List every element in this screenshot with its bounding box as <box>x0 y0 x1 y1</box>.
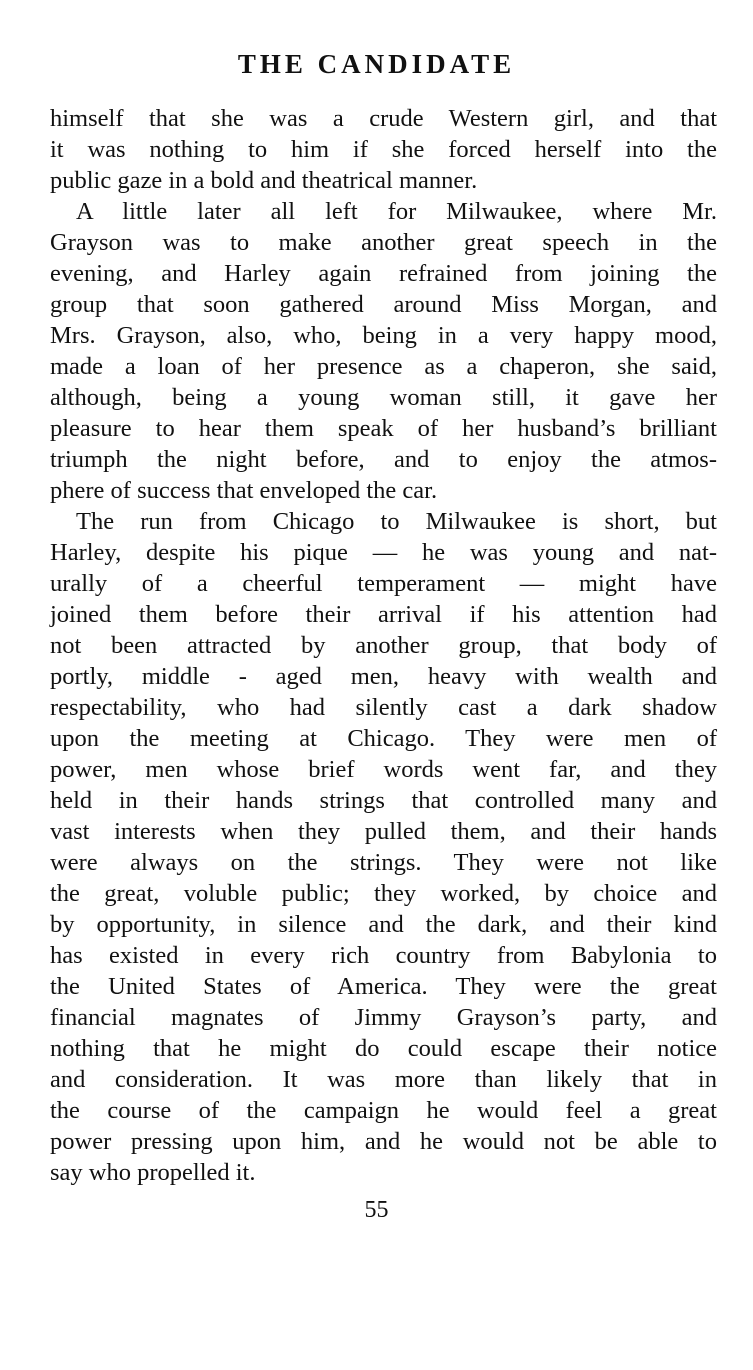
text-line: not been attracted by another group, that body of <box>50 632 717 659</box>
text-line: The run from Chicago to Milwaukee is short, but <box>76 508 717 535</box>
text-line: nothing that he might do could escape their notice <box>50 1035 717 1062</box>
text-line: the course of the campaign he would feel a great <box>50 1097 717 1124</box>
text-line: respectability, who had silently cast a dark shadow <box>50 694 717 721</box>
page-number: 55 <box>364 1197 389 1223</box>
text-line: himself that she was a crude Western girl, and that <box>50 105 717 132</box>
text-line: portly, middle - aged men, heavy with wealth and <box>50 663 717 690</box>
text-line: A little later all left for Milwaukee, where Mr. <box>76 198 717 225</box>
text-line: financial magnates of Jimmy Grayson’s party, and <box>50 1004 717 1031</box>
paragraph <box>50 103 717 196</box>
text-line: by opportunity, in silence and the dark, and their kind <box>50 911 717 938</box>
running-head: THE CANDIDATE <box>237 49 516 79</box>
text-line: power pressing upon him, and he would not be able to <box>50 1128 717 1155</box>
text-line: urally of a cheerful temperament — might have <box>50 570 717 597</box>
text-line: upon the meeting at Chicago. They were men of <box>50 725 717 752</box>
body-text <box>50 103 717 1188</box>
paragraph <box>50 196 717 506</box>
text-line: were always on the strings. They were not like <box>50 849 717 876</box>
text-line: made a loan of her presence as a chaperon, she said, <box>50 353 717 380</box>
text-line: although, being a young woman still, it gave her <box>50 384 717 411</box>
text-line: the great, voluble public; they worked, by choice and <box>50 880 717 907</box>
text-line: and consideration. It was more than likely that in <box>50 1066 717 1093</box>
text-line: public gaze in a bold and theatrical manner. <box>50 167 478 194</box>
text-line: Harley, despite his pique — he was young and nat- <box>50 539 717 566</box>
text-line: it was nothing to him if she forced herself into the <box>50 136 717 163</box>
text-line: joined them before their arrival if his attention had <box>50 601 717 628</box>
text-line: held in their hands strings that controlled many and <box>50 787 717 814</box>
text-line: Mrs. Grayson, also, who, being in a very happy mood, <box>50 322 717 349</box>
text-line: group that soon gathered around Miss Morgan, and <box>50 291 717 318</box>
text-line: power, men whose brief words went far, and they <box>50 756 717 783</box>
text-line: vast interests when they pulled them, and their hands <box>50 818 717 845</box>
text-line: pleasure to hear them speak of her husband’s brilliant <box>50 415 717 442</box>
text-line: the United States of America. They were the great <box>50 973 717 1000</box>
text-line: has existed in every rich country from Babylonia to <box>50 942 717 969</box>
text-line: Grayson was to make another great speech in the <box>50 229 717 256</box>
paragraph <box>50 506 717 1188</box>
text-line: say who propelled it. <box>50 1159 256 1186</box>
text-line: evening, and Harley again refrained from joining the <box>50 260 717 287</box>
text-line: triumph the night before, and to enjoy the atmos- <box>50 446 717 473</box>
text-line: phere of success that enveloped the car. <box>50 477 438 504</box>
